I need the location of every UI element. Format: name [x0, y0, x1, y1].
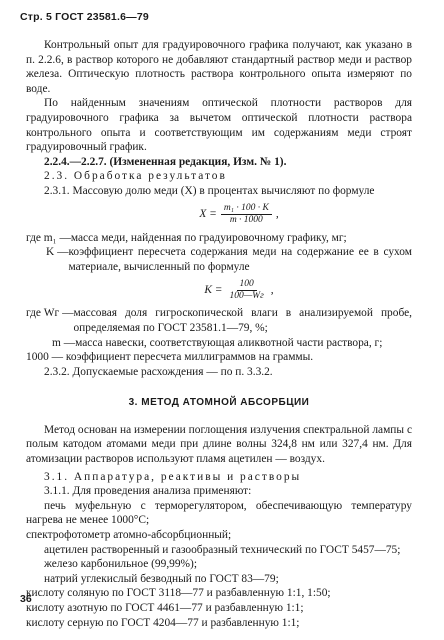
- subsection-heading-apparatus: 3.1. Аппаратура, реактивы и растворы: [44, 470, 302, 483]
- list-item-furnace: печь муфельную с терморегулятором, обеспечивающую температуру нагрева не менее 1000°С;: [26, 499, 412, 527]
- where-1000: 1000 — коэффициент пересчета миллиграммов на граммы.: [26, 351, 314, 364]
- formula-x-tail: ,: [275, 208, 279, 221]
- paragraph-control-experiment: Контрольный опыт для градуировочного графика получают, как указано в п. 2.2.6, в раствор которого не добавляют стандартный раствор меди и раствор железа. Оптическую плотность раствора контрольного опыта измеряют по воде.: [26, 39, 412, 95]
- section-heading-atomic-absorption: 3. МЕТОД АТОМНОЙ АБСОРБЦИИ: [128, 397, 310, 409]
- where-wg-term: где Wг —: [26, 307, 74, 320]
- formula-k-fraction: [226, 279, 266, 302]
- formula-x-numerator: m₁ · 100 · K: [221, 203, 272, 215]
- paragraph-tolerance: 2.3.2. Допускаемые расхождения — по п. 3.3.2.: [44, 365, 273, 378]
- formula-k-tail: ,: [270, 284, 274, 297]
- where-m-text: масса навески, соответствующая аликвотной части раствора, г;: [75, 336, 383, 349]
- paragraph-amendment: 2.2.4.—2.2.7. (Измененная редакция, Изм. № 1).: [44, 155, 287, 168]
- formula-x: [66, 201, 412, 229]
- list-item-nitric-acid: кислоту азотную по ГОСТ 4461—77 и разбавленную 1:1;: [26, 602, 304, 614]
- formula-k-denominator: 100—Wг: [229, 290, 264, 301]
- paragraph-method: Метод основан на измерении поглощения излучения спектральной лампы с полым катодом атомами меди при длине волны 324,8 нм или 327,4 нм. Для атомизации растворов используют пламя ацетилен — воздух.: [26, 423, 412, 466]
- list-item-sodium-carbonate: натрий углекислый безводный по ГОСТ 83—79;: [44, 572, 279, 585]
- page-header: Стр. 5 ГОСТ 23581.6—79: [20, 11, 149, 23]
- where-m1-text: масса меди, найденная по градуировочному графику, мг;: [70, 231, 347, 244]
- where-m-term: m —: [52, 336, 76, 349]
- where-k-term: K —: [46, 246, 69, 259]
- where-wg: [26, 306, 412, 335]
- formula-k-lhs: K =: [204, 284, 223, 297]
- where-k-text: коэффициент пересчета содержания меди на содержание ее в сухом материале, вычисленный по формуле: [68, 246, 412, 273]
- paragraph-apparatus-intro: 3.1.1. Для проведения анализа применяют:: [44, 485, 252, 498]
- formula-x-lhs: X =: [199, 208, 217, 221]
- list-item-hydrochloric-acid: кислоту соляную по ГОСТ 3118—77 и разбавленную 1:1, 1:50;: [26, 587, 331, 600]
- formula-x-denominator: m · 1000: [229, 215, 263, 226]
- page-number: 36: [20, 593, 32, 605]
- where-k: [26, 245, 412, 274]
- formula-x-fraction: [221, 203, 272, 226]
- formula-k: [66, 276, 412, 304]
- list-item-iron: железо карбонильное (99,99%);: [44, 558, 198, 571]
- list-item-acetylene: ацетилен растворенный и газообразный технический по ГОСТ 5457—75;: [44, 543, 401, 556]
- subsection-heading-processing: 2.3. Обработка результатов: [44, 170, 227, 183]
- where-wg-text: массовая доля гигроскопической влаги в анализируемой пробе, определяемая по ГОСТ 23581.1—79, %;: [73, 307, 412, 334]
- where-m: [26, 336, 412, 351]
- list-item-sulfuric-acid: кислоту серную по ГОСТ 4204—77 и разбавленную 1:1;: [26, 616, 300, 629]
- paragraph-copper-fraction: 2.3.1. Массовую долю меди (X) в процентах вычисляют по формуле: [44, 184, 375, 197]
- document-body: [26, 38, 412, 630]
- paragraph-calibration: По найденным значениям оптической плотности растворов для градуировочного графика за вычетом оптической плотности раствора контрольного опыта и соответствующим им содержаниям меди строят градуировочный график.: [26, 97, 412, 154]
- list-item-spectrophotometer: спектрофотометр атомно-абсорбционный;: [26, 529, 232, 542]
- where-m1-term: где m₁ —: [26, 231, 71, 244]
- where-m1: [26, 231, 412, 246]
- formula-k-numerator: 100: [237, 279, 257, 291]
